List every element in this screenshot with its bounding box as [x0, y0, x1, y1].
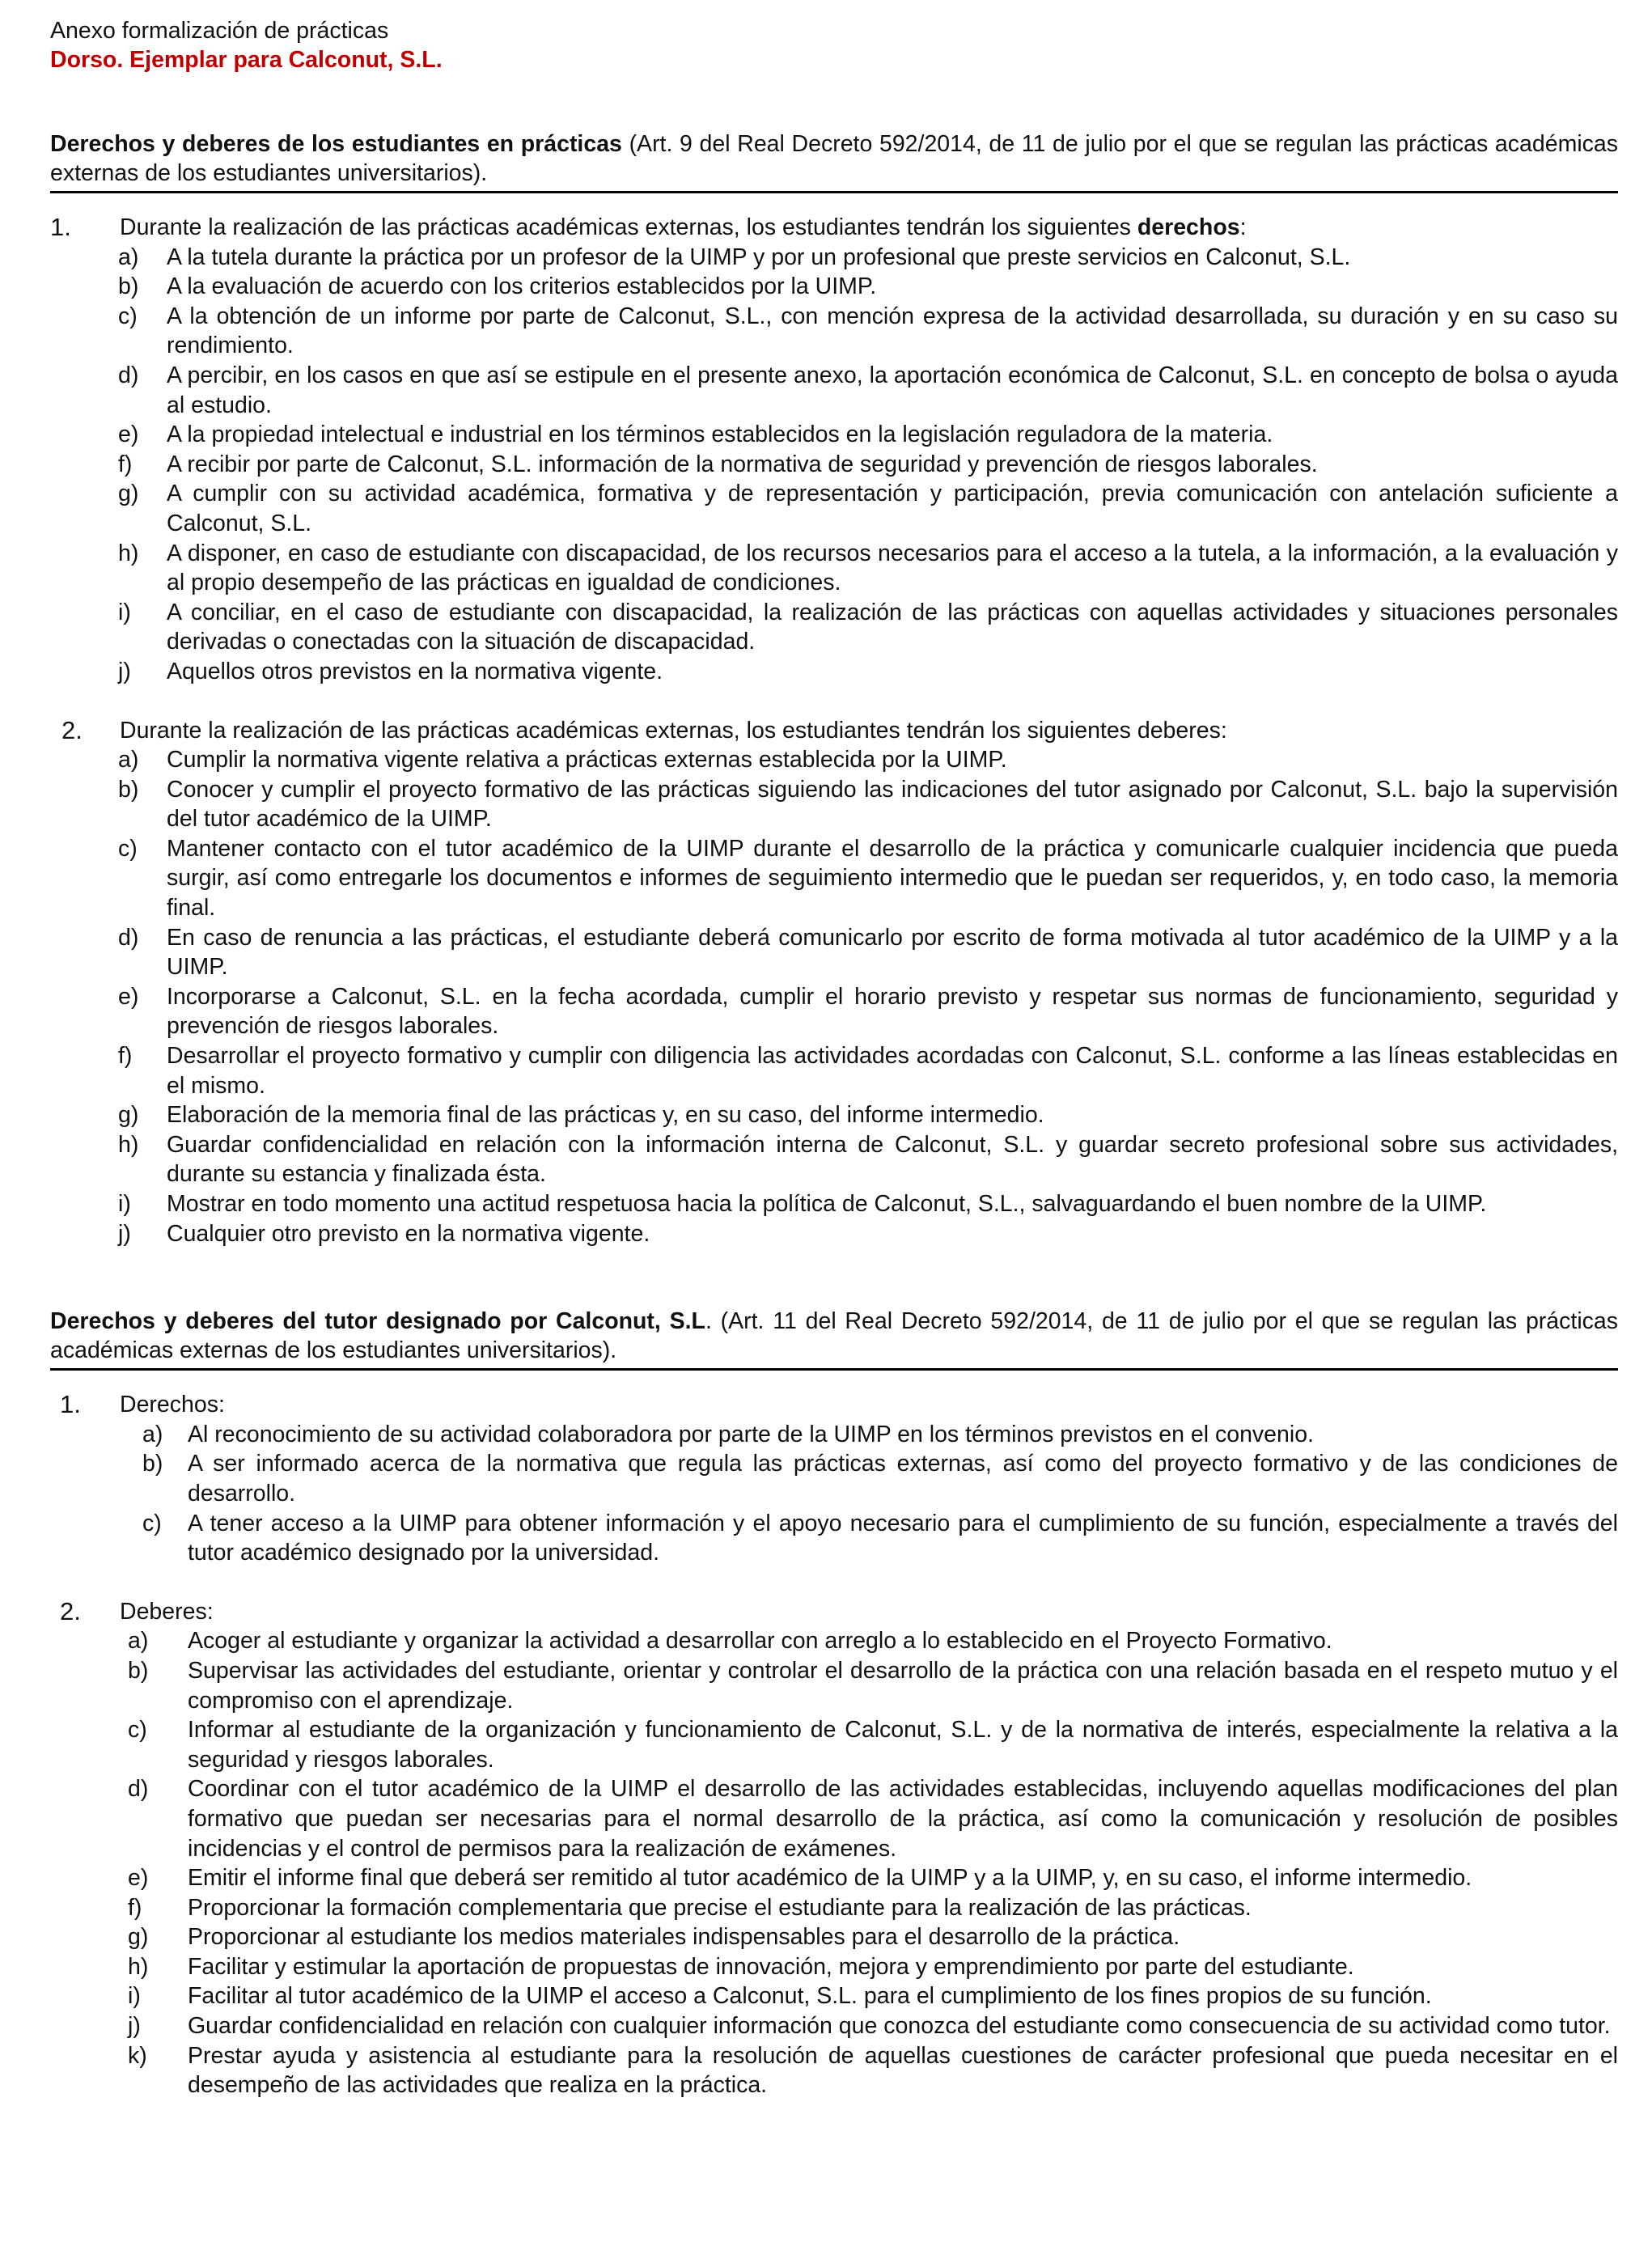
section-students-title-ref: (Art. 9 del Real Decreto 592/2014, de 11 de julio por el que se regulan las prácticas académicas externas de los estudiantes universitarios). [50, 131, 1619, 186]
list-item-letter: j) [118, 1220, 131, 1247]
list-number: 1. [60, 1390, 81, 1419]
students-duties-list [50, 745, 1618, 1248]
list-item-text: A disponer, en caso de estudiante con discapacidad, de los recursos necesarios para el acceso a la tutela, a la información, a la evaluación y al propio desempeño de las prácticas en igualdad de condiciones. [167, 540, 1618, 596]
list-item-letter: a) [142, 1421, 163, 1447]
tutor-duties-list [50, 1626, 1618, 2100]
tutor-duties-heading [50, 1597, 1618, 1627]
list-item-text: Prestar ayuda y asistencia al estudiante para la resolución de aquellas cuestiones de carácter profesional que pueda necesitar en el desempeño de las actividades que realiza en la práctica. [188, 2042, 1618, 2099]
list-intro-bold: derechos [1137, 214, 1240, 240]
list-item-text: A la propiedad intelectual e industrial en los términos establecidos en la legislación reguladora de la materia. [167, 422, 1273, 448]
list-item [50, 2041, 1618, 2100]
tutor-rights-list [50, 1420, 1618, 1568]
list-item-letter: e) [118, 422, 139, 448]
list-item-letter: b) [118, 273, 139, 300]
list-item-letter: i) [118, 1191, 131, 1217]
list-item [50, 923, 1618, 982]
list-item-letter: j) [128, 2013, 141, 2040]
list-item-text: Acoger al estudiante y organizar la actividad a desarrollar con arreglo a lo establecido en el Proyecto Formativo. [188, 1628, 1332, 1655]
list-item-letter: b) [128, 1657, 149, 1684]
list-item-text: Conocer y cumplir el proyecto formativo de las prácticas siguiendo las indicaciones del tutor asignado por Calconut, S.L. bajo la supervisión del tutor académico de la UIMP. [167, 776, 1618, 833]
list-number: 2. [60, 1596, 81, 1625]
list-item-text: Desarrollar el proyecto formativo y cumplir con diligencia las actividades acordadas con Calconut, S.L. conforme a las líneas establecidas en el mismo. [167, 1043, 1618, 1099]
tutor-rights-heading [50, 1390, 1618, 1420]
document-header [50, 16, 1618, 74]
list-item [50, 361, 1618, 420]
list-item-text: Facilitar al tutor académico de la UIMP el acceso a Calconut, S.L. para el cumplimiento de los fines propios de su función. [188, 1983, 1432, 2010]
list-item-letter: h) [118, 540, 139, 566]
list-item-letter: c) [118, 303, 138, 329]
list-item-letter: g) [128, 1924, 149, 1951]
list-item-letter: h) [128, 1953, 149, 1980]
list-item [50, 982, 1618, 1041]
list-item-letter: d) [118, 924, 139, 951]
students-rights-list [50, 243, 1618, 687]
list-item-letter: e) [128, 1865, 149, 1892]
list-item-letter: j) [118, 658, 131, 684]
list-item [50, 1219, 1618, 1249]
list-item-text: Cumplir la normativa vigente relativa a prácticas externas establecida por la UIMP. [167, 747, 1007, 773]
list-item-text: A la evaluación de acuerdo con los criterios establecidos por la UIMP. [167, 273, 877, 300]
list-item [50, 657, 1618, 687]
list-item-letter: a) [118, 244, 139, 270]
list-item-text: Cualquier otro previsto en la normativa vigente. [167, 1220, 650, 1247]
list-number: 1. [50, 213, 71, 241]
list-item-text: A conciliar, en el caso de estudiante con discapacidad, la realización de las prácticas con aquellas actividades y situaciones personales derivadas o conectadas con la situación de discapacidad. [167, 599, 1618, 655]
list-item-letter: g) [118, 481, 139, 507]
students-rights [50, 213, 1618, 687]
list-item [50, 243, 1618, 273]
list-item-text: A recibir por parte de Calconut, S.L. información de la normativa de seguridad y prevención de riesgos laborales. [167, 451, 1318, 477]
list-item-text: A percibir, en los casos en que así se estipule en el presente anexo, la aportación económica de Calconut, S.L. en concepto de bolsa o ayuda al estudio. [167, 362, 1618, 418]
header-title: Anexo formalización de prácticas [50, 18, 389, 44]
section-tutor-title-bold: Derechos y deberes del tutor designado por Calconut, S.L [50, 1308, 705, 1335]
list-item-text: Aquellos otros previstos en la normativa vigente. [167, 658, 663, 684]
list-item [50, 1715, 1618, 1774]
list-item [50, 1130, 1618, 1189]
list-item-text: En caso de renuncia a las prácticas, el estudiante deberá comunicarlo por escrito de forma motivada al tutor académico de la UIMP y a la UIMP. [167, 924, 1618, 981]
list-item-text: Supervisar las actividades del estudiante, orientar y controlar el desarrollo de la práctica con una relación basada en el respeto mutuo y el compromiso con el aprendizaje. [188, 1657, 1618, 1714]
list-item [50, 775, 1618, 834]
list-item [50, 745, 1618, 775]
list-item [50, 598, 1618, 657]
students-duties-heading [50, 716, 1618, 746]
list-item-text: Proporcionar la formación complementaria que precise el estudiante para la realización de las prácticas. [188, 1894, 1252, 1921]
list-item [50, 1626, 1618, 1656]
list-item-text: Emitir el informe final que deberá ser remitido al tutor académico de la UIMP y a la UIMP, y, en su caso, el informe intermedio. [188, 1865, 1472, 1892]
list-item [50, 1449, 1618, 1508]
list-item-text: Informar al estudiante de la organización y funcionamiento de Calconut, S.L. y de la normativa de interés, especialmente la relativa a la seguridad y riesgos laborales. [188, 1717, 1618, 1773]
list-item [50, 450, 1618, 480]
list-item [50, 1100, 1618, 1130]
list-item [50, 479, 1618, 538]
list-item-letter: k) [128, 2042, 147, 2069]
list-item-text: Mantener contacto con el tutor académico de la UIMP durante el desarrollo de la práctica y comunicarle cualquier incidencia que pueda surgir, así como entregarle los documentos e informes de seguimiento intermedio que le puedan ser requeridos, y, en todo caso, la memoria final. [167, 835, 1618, 922]
list-item-letter: c) [128, 1717, 147, 1744]
list-item [50, 1863, 1618, 1893]
list-number: 2. [61, 715, 83, 744]
list-item-letter: g) [118, 1102, 139, 1129]
list-item-text: Coordinar con el tutor académico de la UIMP el desarrollo de las actividades establecidas, incluyendo aquellas modificaciones del plan formativo que puedan ser necesarias para el normal desarrollo de la práctica, así como la comunicación y resolución de posibles incidencias y el control de permisos para la realización de exámenes. [188, 1776, 1618, 1862]
list-item-letter: f) [118, 1043, 133, 1070]
list-item [50, 1893, 1618, 1923]
list-item-letter: a) [128, 1628, 149, 1655]
list-item [50, 1656, 1618, 1715]
list-item-text: Guardar confidencialidad en relación con la información interna de Calconut, S.L. y guardar secreto profesional sobre sus actividades, durante su estancia y finalizada ésta. [167, 1131, 1618, 1188]
list-item [50, 1041, 1618, 1100]
list-item-letter: f) [128, 1894, 142, 1921]
list-item-letter: f) [118, 451, 133, 477]
list-item-text: Proporcionar al estudiante los medios materiales indispensables para el desarrollo de la práctica. [188, 1924, 1180, 1951]
list-item-letter: h) [118, 1131, 139, 1158]
list-item [50, 302, 1618, 361]
list-item-text: Al reconocimiento de su actividad colaboradora por parte de la UIMP en los términos previstos en el convenio. [188, 1421, 1314, 1447]
list-item-text: Facilitar y estimular la aportación de propuestas de innovación, mejora y emprendimiento por parte del estudiante. [188, 1953, 1354, 1980]
list-item-letter: c) [118, 835, 138, 862]
list-item-letter: b) [118, 776, 139, 803]
list-item-text: Mostrar en todo momento una actitud respetuosa hacia la política de Calconut, S.L., salvaguardando el buen nombre de la UIMP. [167, 1191, 1487, 1217]
list-item-text: A ser informado acerca de la normativa que regula las prácticas externas, así como del proyecto formativo y de las condiciones de desarrollo. [188, 1451, 1618, 1507]
list-item-letter: d) [118, 362, 139, 388]
list-item [50, 1509, 1618, 1568]
section-students-title [50, 129, 1618, 193]
list-item-letter: a) [118, 747, 139, 773]
list-item [50, 272, 1618, 302]
students-rights-heading [50, 213, 1618, 243]
list-intro: Derechos: [120, 1392, 225, 1418]
document-page [50, 16, 1618, 2100]
list-intro-end: : [1239, 214, 1247, 240]
list-item-text: A la tutela durante la práctica por un profesor de la UIMP y por un profesional que preste servicios en Calconut, S.L. [167, 244, 1351, 270]
list-item [50, 1952, 1618, 1982]
section-tutor-title-ref: . (Art. 11 del Real Decreto 592/2014, de 11 de julio por el que se regulan las prácticas académicas externas de los estudiantes universitarios). [50, 1308, 1618, 1364]
tutor-duties [50, 1597, 1618, 2100]
list-intro [120, 213, 1618, 243]
list-item-text: A la obtención de un informe por parte de Calconut, S.L., con mención expresa de la actividad desarrollada, su duración y en su caso su rendimiento. [167, 303, 1618, 359]
list-item-letter: i) [118, 599, 131, 625]
list-item-text: A tener acceso a la UIMP para obtener información y el apoyo necesario para el cumplimiento de su función, especialmente a través del tutor académico designado por la universidad. [188, 1510, 1618, 1566]
list-intro: Deberes: [120, 1598, 214, 1625]
tutor-rights [50, 1390, 1618, 1568]
list-item [50, 2011, 1618, 2041]
list-item-letter: d) [128, 1776, 149, 1803]
list-intro: Durante la realización de las prácticas académicas externas, los estudiantes tendrán los siguientes deberes: [120, 717, 1227, 744]
list-intro-text: Durante la realización de las prácticas académicas externas, los estudiantes tendrán los siguientes [120, 214, 1137, 240]
list-item [50, 539, 1618, 598]
section-students-title-bold: Derechos y deberes de los estudiantes en prácticas [50, 131, 622, 157]
list-item [50, 420, 1618, 450]
header-subtitle: Dorso. Ejemplar para Calconut, S.L. [50, 47, 443, 73]
list-item [50, 1774, 1618, 1863]
section-tutor-title [50, 1307, 1618, 1371]
list-item-text: A cumplir con su actividad académica, formativa y de representación y participación, previa comunicación con antelación suficiente a Calconut, S.L. [167, 481, 1618, 536]
students-duties [50, 716, 1618, 1249]
list-item-text: Elaboración de la memoria final de las prácticas y, en su caso, del informe intermedio. [167, 1102, 1044, 1129]
list-item-text: Incorporarse a Calconut, S.L. en la fecha acordada, cumplir el horario previsto y respetar sus normas de funcionamiento, seguridad y prevención de riesgos laborales. [167, 983, 1618, 1040]
list-item [50, 1420, 1618, 1450]
list-item [50, 1922, 1618, 1952]
list-item [50, 1189, 1618, 1219]
list-item [50, 834, 1618, 923]
list-item-letter: e) [118, 983, 139, 1010]
list-item-text: Guardar confidencialidad en relación con cualquier información que conozca del estudiante como consecuencia de su actividad como tutor. [188, 2013, 1611, 2040]
list-item-letter: i) [128, 1983, 141, 2010]
list-item-letter: c) [142, 1510, 162, 1536]
list-item [50, 1981, 1618, 2011]
list-item-letter: b) [142, 1451, 163, 1477]
